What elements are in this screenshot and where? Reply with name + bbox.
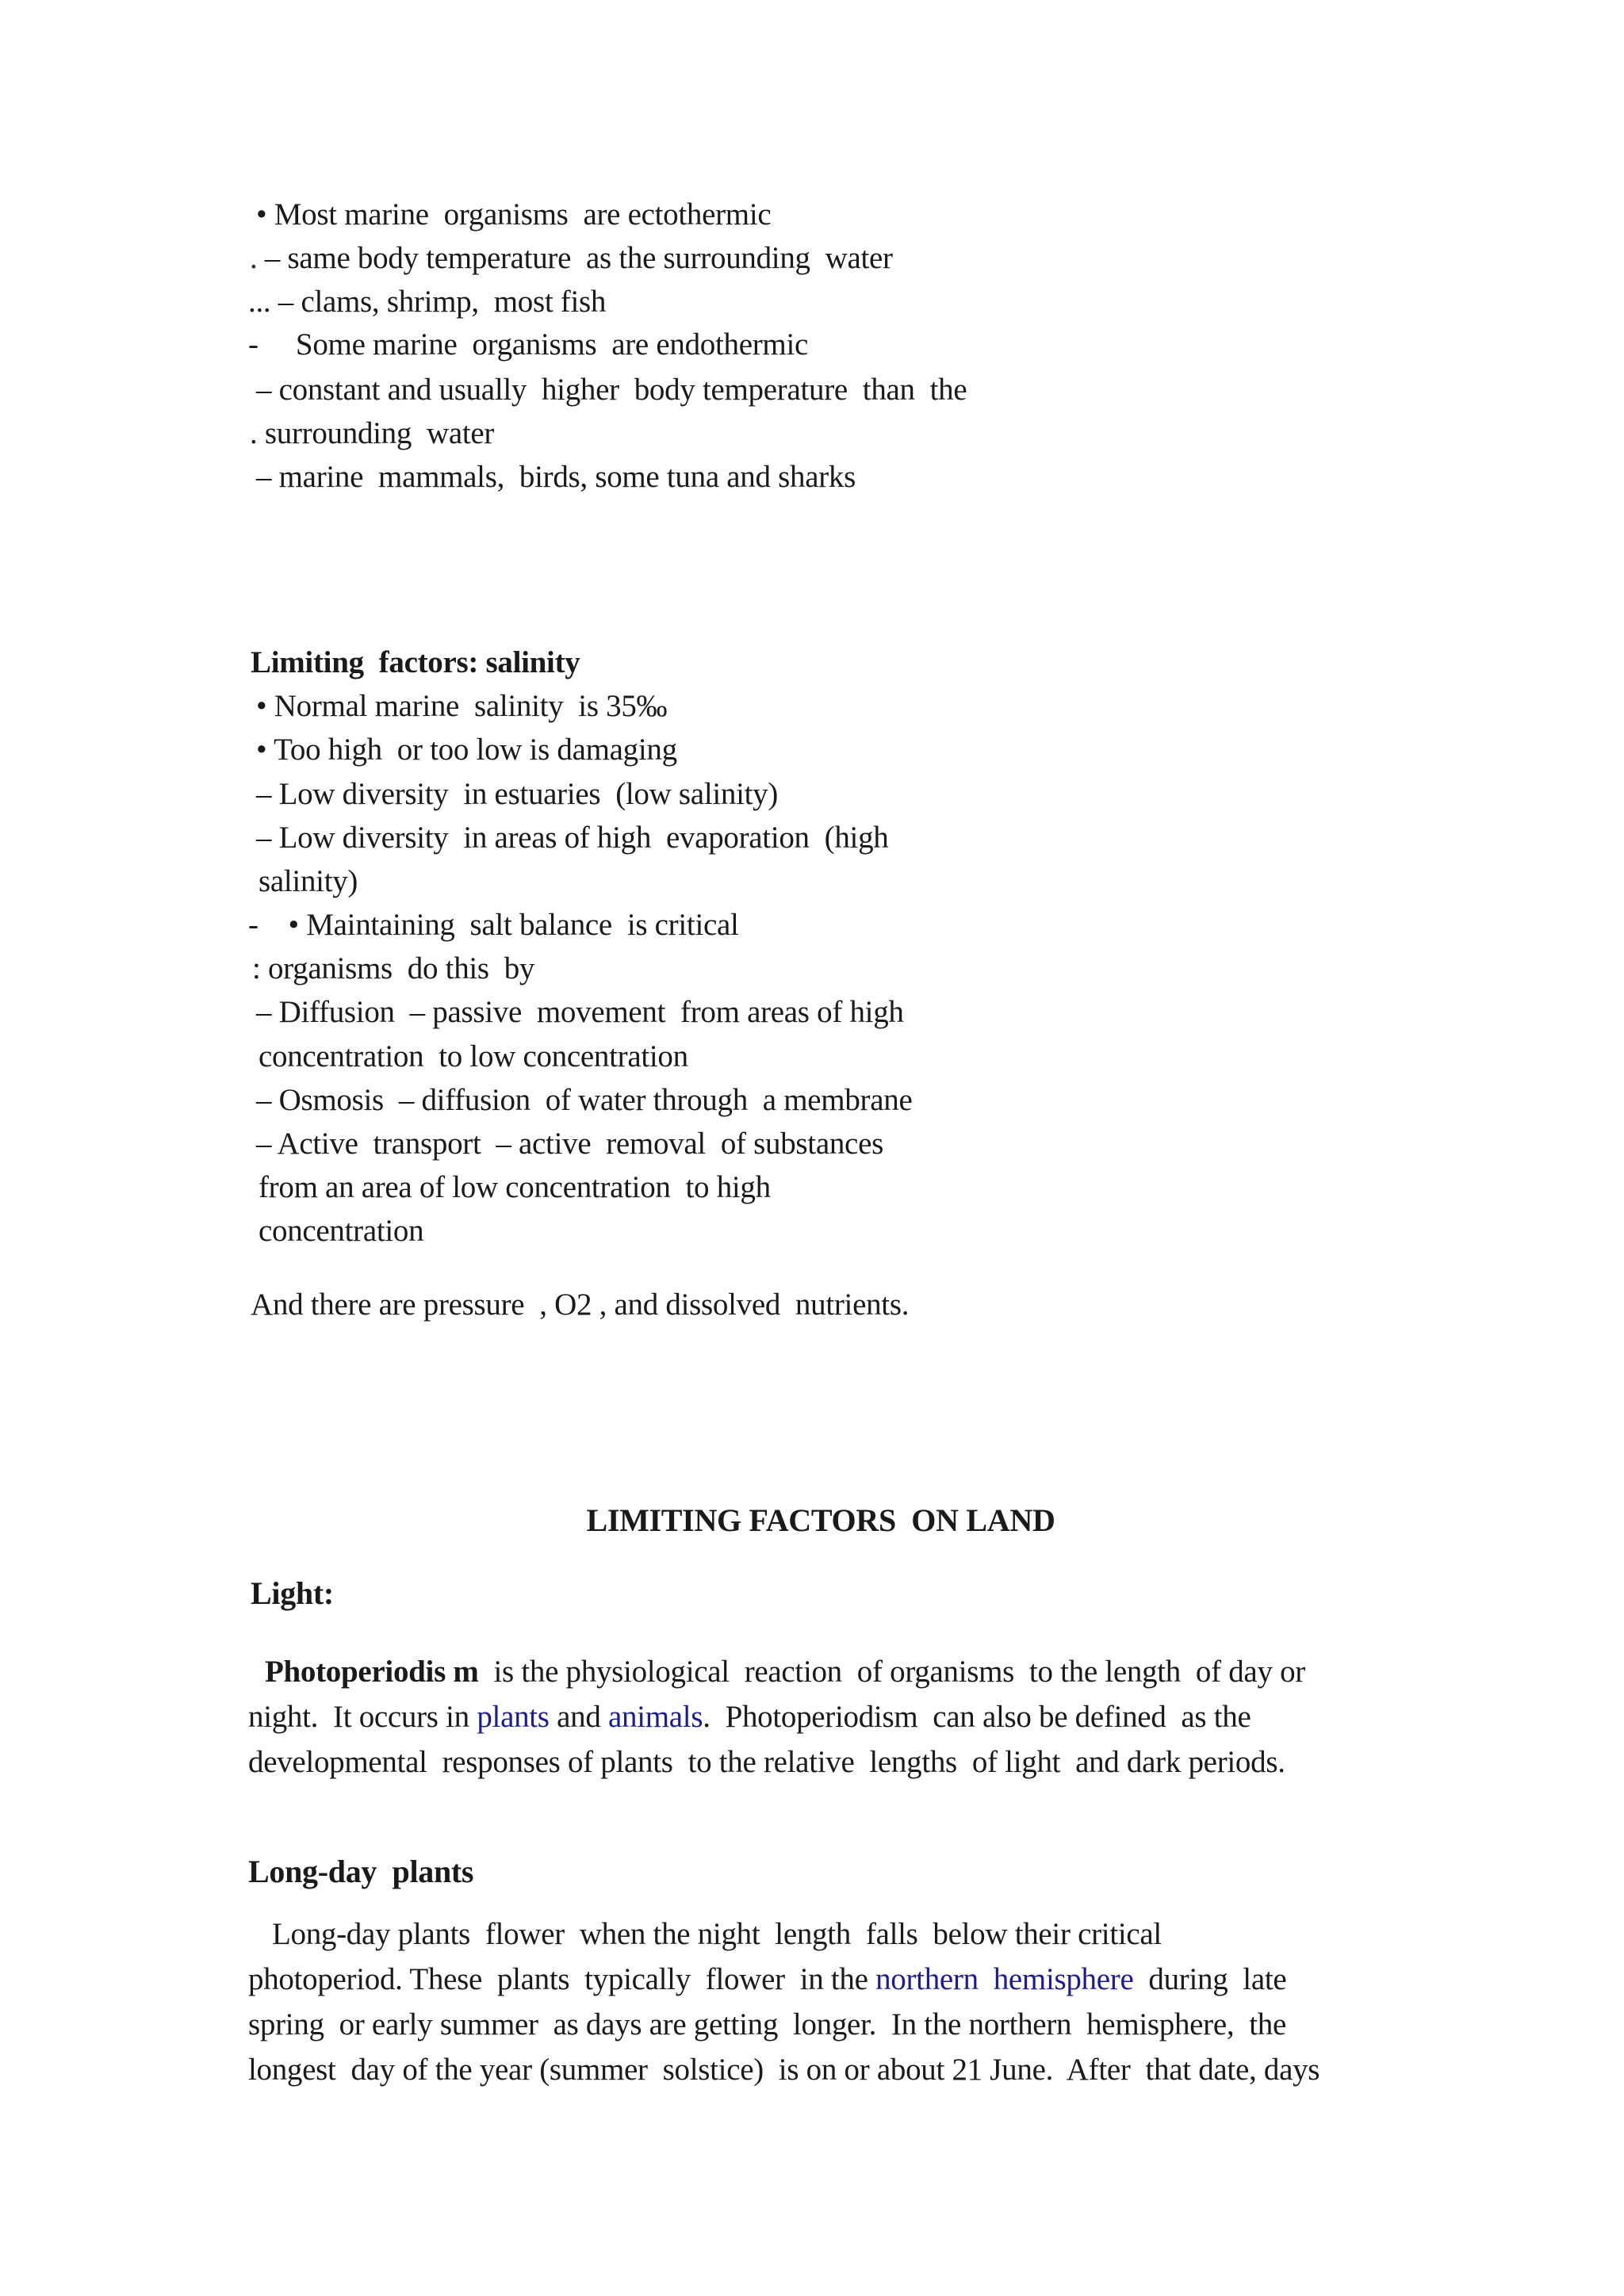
text-fragment: night. It occurs in <box>248 1700 477 1734</box>
photoperiodism-term: Photoperiodis m <box>265 1655 479 1689</box>
light-heading: Light: <box>251 1575 334 1611</box>
link-plants[interactable]: plants <box>477 1700 550 1734</box>
link-animals[interactable]: animals <box>608 1700 703 1734</box>
temperature-line: . surrounding water <box>250 416 495 450</box>
salinity-line: • Too high or too low is damaging <box>256 733 677 767</box>
photoperiodism-line-1 <box>265 1654 1305 1690</box>
salinity-line: from an area of low concentration to high <box>259 1170 771 1204</box>
salinity-line: – Diffusion – passive movement from areas of high <box>256 995 904 1029</box>
salinity-line: : organisms do this by <box>252 951 535 985</box>
long-day-line: Long-day plants flower when the night length falls below their critical <box>272 1917 1162 1951</box>
link-northern-hemisphere[interactable]: northern hemisphere <box>875 1962 1134 1996</box>
long-day-heading: Long-day plants <box>248 1854 474 1889</box>
text-fragment: . Photoperiodism can also be defined as the <box>703 1700 1251 1734</box>
closing-line: And there are pressure , O2 , and dissolved nutrients. <box>251 1288 910 1322</box>
land-section-title: LIMITING FACTORS ON LAND <box>586 1502 1055 1538</box>
salinity-line: – Active transport – active removal of substances <box>256 1127 883 1161</box>
temperature-line: – constant and usually higher body temperature than the <box>256 373 967 407</box>
temperature-line: – marine mammals, birds, some tuna and sharks <box>256 460 856 494</box>
salinity-line: – Osmosis – diffusion of water through a membrane <box>256 1083 913 1117</box>
salinity-line: – Low diversity in estuaries (low salinity) <box>256 777 779 811</box>
photoperiodism-line-2 <box>248 1699 1251 1735</box>
temperature-line: ... – clams, shrimp, most fish <box>248 285 607 319</box>
photoperiodism-line-3: developmental responses of plants to the relative lengths of light and dark periods. <box>248 1745 1285 1779</box>
salinity-line: salinity) <box>259 864 358 898</box>
long-day-line: longest day of the year (summer solstice) is on or about 21 June. After that date, days <box>248 2053 1320 2087</box>
salinity-line: concentration to low concentration <box>259 1039 688 1073</box>
temperature-line: . – same body temperature as the surrounding water <box>250 241 893 275</box>
temperature-line: • Most marine organisms are ectothermic <box>256 197 772 232</box>
long-day-line: spring or early summer as days are getting longer. In the northern hemisphere, the <box>248 2007 1286 2042</box>
temperature-line: - Some marine organisms are endothermic <box>248 327 809 362</box>
salinity-line: • Normal marine salinity is 35‰ <box>256 689 668 723</box>
salinity-line: concentration <box>259 1214 424 1248</box>
text-fragment: and <box>549 1700 608 1734</box>
long-day-line <box>248 1961 1286 1998</box>
salinity-heading: Limiting factors: salinity <box>251 645 580 679</box>
salinity-line: - • Maintaining salt balance is critical <box>248 908 739 942</box>
salinity-line: – Low diversity in areas of high evaporation (high <box>256 821 889 855</box>
photoperiodism-line1-text: is the physiological reaction of organisms to the length of day or <box>478 1655 1305 1689</box>
text-fragment: during late <box>1133 1962 1287 1996</box>
text-fragment: photoperiod. These plants typically flower in the <box>248 1962 876 1996</box>
